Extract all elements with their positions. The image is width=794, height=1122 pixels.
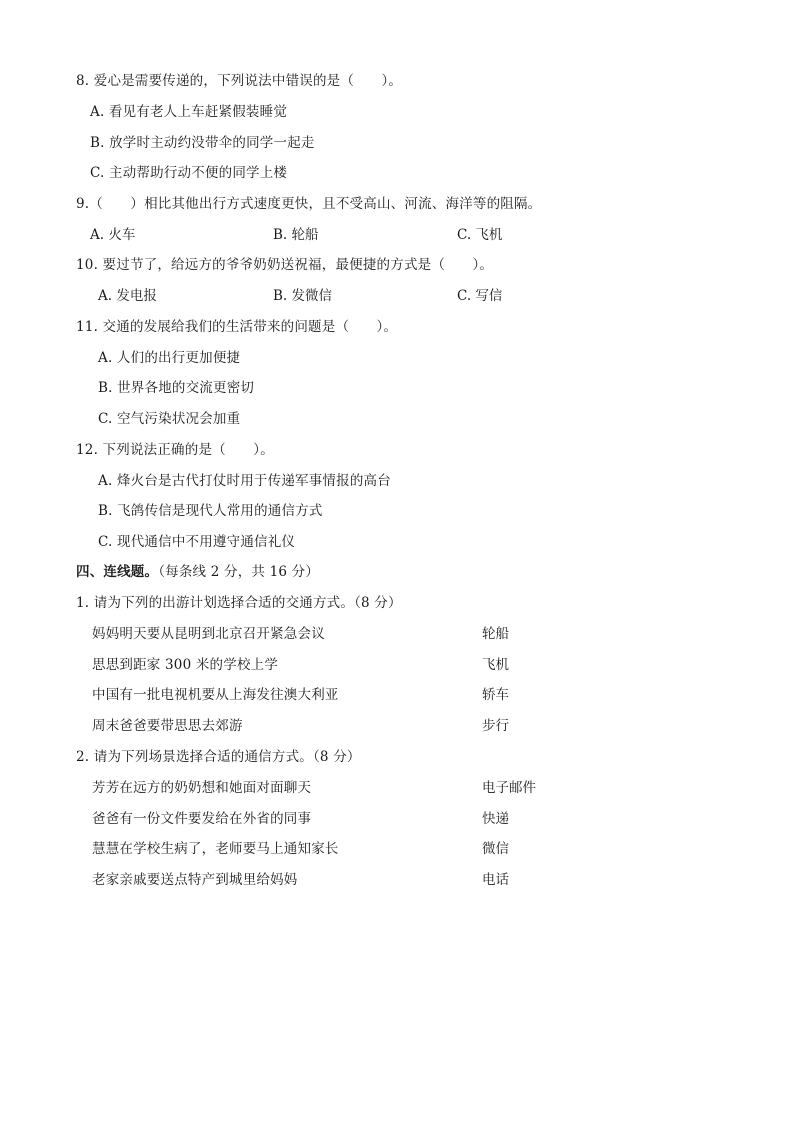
m1-right-2: 飞机 <box>482 657 509 673</box>
m1-right-4: 步行 <box>482 718 509 734</box>
q10-option-a: A. 发电报 <box>98 288 157 304</box>
q8-option-a: A. 看见有老人上车赶紧假装睡觉 <box>90 104 288 120</box>
m2-right-3: 微信 <box>482 841 509 857</box>
q11-option-b: B. 世界各地的交流更密切 <box>98 380 255 396</box>
section4-heading-row <box>76 563 319 581</box>
m1-left-4: 周末爸爸要带思思去郊游 <box>92 718 243 734</box>
q10-stem: 10. 要过节了，给远方的爷爷奶奶送祝福，最便捷的方式是（ ）。 <box>76 257 494 273</box>
m2-stem: 2. 请为下列场景选择合适的通信方式。（8 分） <box>76 749 361 765</box>
m2-left-4: 老家亲戚要送点特产到城里给妈妈 <box>92 872 298 888</box>
q11-stem: 11. 交通的发展给我们的生活带来的问题是（ ）。 <box>76 319 398 335</box>
section4-heading: 四、连线题。 <box>76 564 159 580</box>
m2-right-1: 电子邮件 <box>482 780 536 796</box>
q8-option-c: C. 主动帮助行动不便的同学上楼 <box>90 165 288 181</box>
m2-left-2: 爸爸有一份文件要发给在外省的同事 <box>92 811 312 827</box>
section4-note: （每条线 2 分，共 16 分） <box>158 564 320 580</box>
m2-right-4: 电话 <box>482 872 509 888</box>
q9-stem: 9.（ ）相比其他出行方式速度更快，且不受高山、河流、海洋等的阻隔。 <box>76 196 542 212</box>
q12-option-b: B. 飞鸽传信是现代人常用的通信方式 <box>98 503 323 519</box>
q10-option-c: C. 写信 <box>457 288 503 304</box>
q9-option-a: A. 火车 <box>90 227 136 243</box>
q8-stem: 8. 爱心是需要传递的，下列说法中错误的是（ ）。 <box>76 73 403 89</box>
m1-left-3: 中国有一批电视机要从上海发往澳大利亚 <box>92 687 339 703</box>
q10-option-b: B. 发微信 <box>273 288 333 304</box>
m1-stem: 1. 请为下列的出游计划选择合适的交通方式。（8 分） <box>76 595 402 611</box>
q11-option-a: A. 人们的出行更加便捷 <box>98 350 241 366</box>
m1-left-1: 妈妈明天要从昆明到北京召开紧急会议 <box>92 626 325 642</box>
q8-option-b: B. 放学时主动约没带伞的同学一起走 <box>90 135 315 151</box>
q12-option-a: A. 烽火台是古代打仗时用于传递军事情报的高台 <box>98 473 391 489</box>
m2-right-2: 快递 <box>482 811 509 827</box>
q9-option-c: C. 飞机 <box>457 227 503 243</box>
m2-left-3: 慧慧在学校生病了，老师要马上通知家长 <box>92 841 339 857</box>
m1-left-2: 思思到距家 300 米的学校上学 <box>92 657 279 673</box>
q11-option-c: C. 空气污染状况会加重 <box>98 411 241 427</box>
m2-left-1: 芳芳在远方的奶奶想和她面对面聊天 <box>92 780 312 796</box>
q12-option-c: C. 现代通信中不用遵守通信礼仪 <box>98 534 296 550</box>
m1-right-1: 轮船 <box>482 626 509 642</box>
q12-stem: 12. 下列说法正确的是（ ）。 <box>76 442 274 458</box>
m1-right-3: 轿车 <box>482 687 509 703</box>
q9-option-b: B. 轮船 <box>273 227 319 243</box>
